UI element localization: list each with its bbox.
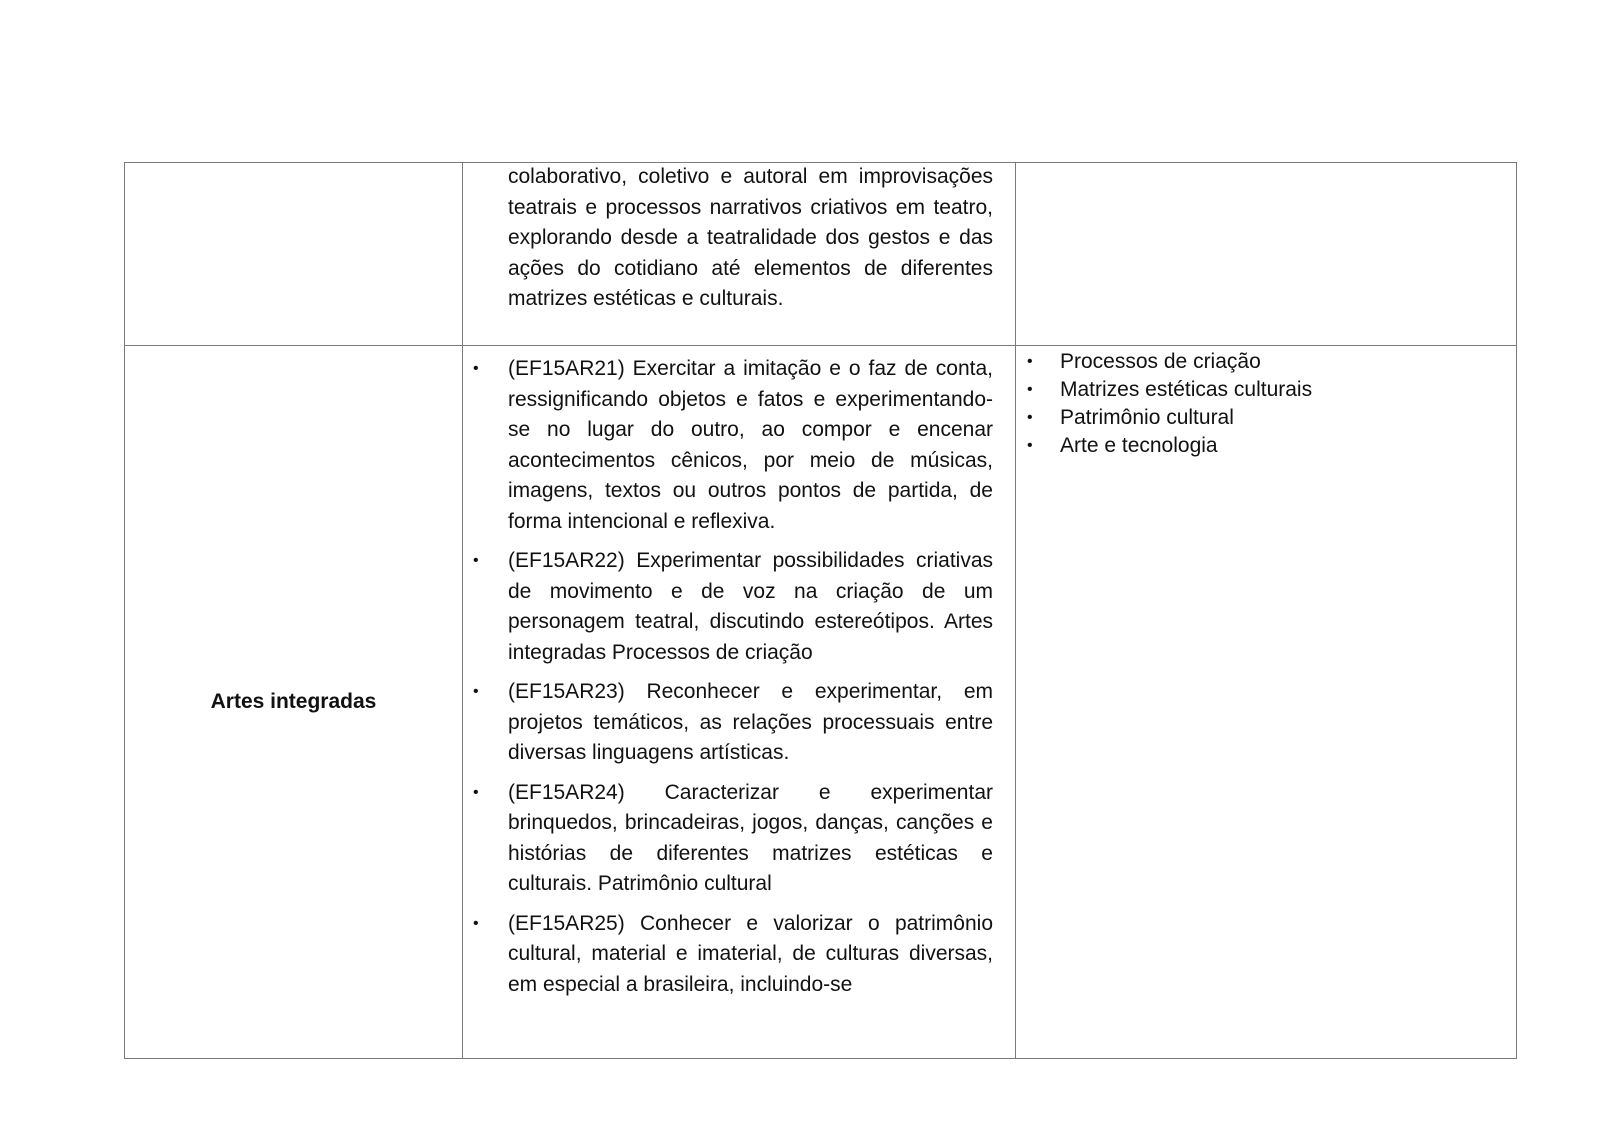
bullet-icon: • — [473, 552, 479, 569]
skills-cell — [463, 346, 1016, 1059]
skill-text: (EF15AR25) Conhecer e valorizar o patrimônio cultural, material e imaterial, de culturas diversas, em especial a brasileira, incluindo-se — [508, 911, 993, 996]
objects-cell — [1016, 346, 1517, 1059]
curriculum-table — [124, 162, 1517, 1059]
object-item — [1016, 404, 1516, 432]
unit-cell-empty — [125, 163, 463, 346]
table-row-artes-integradas — [125, 346, 1517, 1059]
bullet-icon: • — [1027, 381, 1033, 398]
object-text: Processos de criação — [1060, 350, 1261, 373]
bullet-icon: • — [473, 683, 479, 700]
object-item — [1016, 432, 1516, 460]
bullet-icon: • — [1027, 409, 1033, 426]
skill-continuation-text: colaborativo, coletivo e autoral em improvisações teatrais e processos narrativos criativos em teatro, explorando desde a teatralidade dos gestos e das ações do cotidiano até elementos de diferentes matrizes estéticas e culturais. — [508, 165, 993, 310]
table-row-continuation — [125, 163, 1517, 346]
unit-cell — [125, 346, 463, 1059]
skill-item — [463, 778, 993, 900]
bullet-icon: • — [473, 360, 479, 377]
skill-item — [463, 677, 993, 769]
skill-text: (EF15AR21) Exercitar a imitação e o faz de conta, ressignificando objetos e fatos e experimentando-se no lugar do outro, ao compor e encenar acontecimentos cênicos, por meio de músicas, imagens, textos ou outros pontos de partida, de forma intencional e reflexiva. — [508, 357, 993, 533]
object-item — [1016, 348, 1516, 376]
skills-list — [463, 346, 1015, 1000]
skill-text: (EF15AR24) Caracterizar e experimentar brinquedos, brincadeiras, jogos, danças, canções e histórias de diferentes matrizes estéticas e culturais. Patrimônio cultural — [508, 780, 993, 895]
object-item — [1016, 376, 1516, 404]
skill-text: (EF15AR23) Reconhecer e experimentar, em projetos temáticos, as relações processuais entre diversas linguagens artísticas. — [508, 680, 993, 764]
unit-title: Artes integradas — [210, 689, 377, 713]
object-text: Arte e tecnologia — [1060, 434, 1218, 457]
skill-text: (EF15AR22) Experimentar possibilidades criativas de movimento e de voz na criação de um personagem teatral, discutindo estereótipos. Artes integradas Processos de criação — [508, 549, 993, 664]
objects-cell-empty — [1016, 163, 1517, 346]
bullet-icon: • — [1027, 437, 1033, 454]
object-text: Patrimônio cultural — [1060, 406, 1234, 429]
bullet-icon: • — [473, 783, 479, 801]
skills-cell-continuation — [463, 163, 1016, 346]
skill-item — [463, 354, 993, 537]
skill-item — [463, 546, 993, 668]
bullet-icon: • — [473, 914, 479, 932]
knowledge-objects-list — [1016, 346, 1516, 460]
skill-item — [463, 909, 993, 1001]
bullet-icon: • — [1027, 353, 1033, 370]
object-text: Matrizes estéticas culturais — [1060, 378, 1313, 401]
